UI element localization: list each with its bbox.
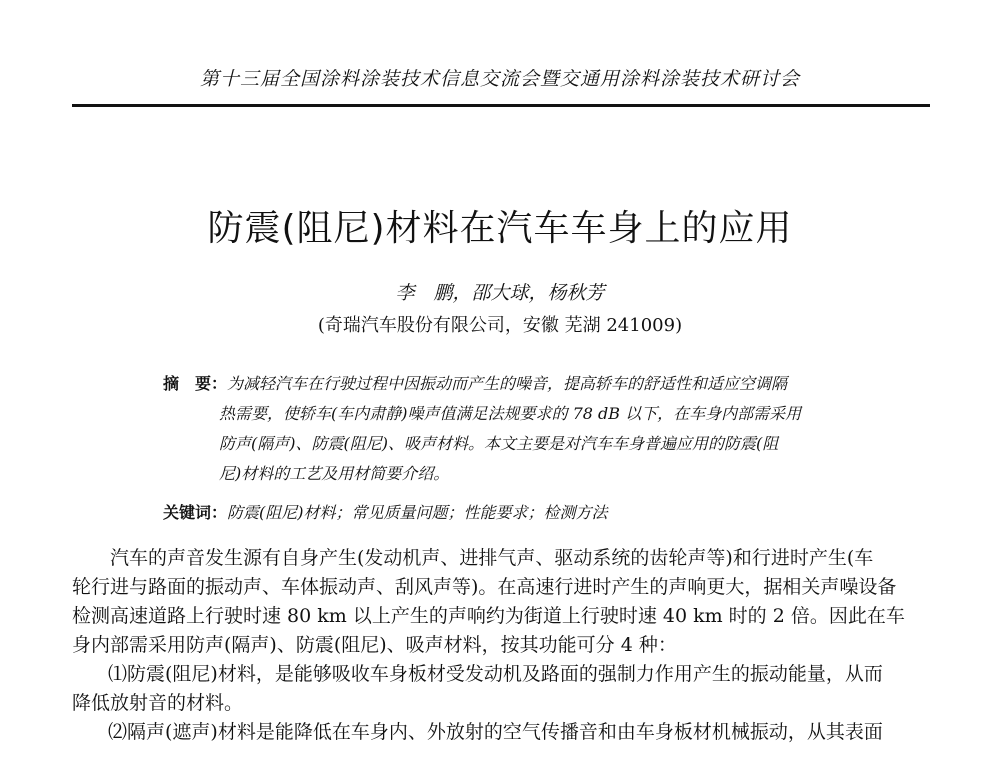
abstract [163, 369, 853, 489]
body-line: 降低放射音的材料。 [72, 692, 244, 714]
body-line: 身内部需采用防声(隔声)、防震(阻尼)、吸声材料，按其功能可分 4 种： [72, 634, 677, 656]
abstract-line: 尼)材料的工艺及用材简要介绍。 [219, 464, 450, 483]
keywords-text: 防震(阻尼)材料；常见质量问题；性能要求；检测方法 [227, 503, 608, 522]
affiliation: (奇瑞汽车股份有限公司，安徽 芜湖 241009) [317, 315, 683, 336]
abstract-label: 摘 要： [163, 374, 228, 393]
body-line: 轮行进与路面的振动声、车体振动声、刮风声等)。在高速行进时产生的声响更大，据相关声噪设备 [72, 576, 897, 598]
body-line: ⑴防震(阻尼)材料，是能够吸收车身板材受发动机及路面的强制力作用产生的振动能量，从而 [108, 663, 883, 685]
body-line: 汽车的声音发生源有自身产生(发动机声、进排气声、驱动系统的齿轮声等)和行进时产生(车 [110, 547, 874, 569]
keywords [163, 500, 853, 523]
header-rule [72, 104, 930, 107]
abstract-line [163, 369, 853, 399]
abstract-line: 防声(隔声)、防震(阻尼)、吸声材料。本文主要是对汽车车身普遍应用的防震(阻 [219, 434, 779, 453]
paper-title: 防震(阻尼)材料在汽车车身上的应用 [207, 208, 793, 249]
body-line: ⑵隔声(遮声)材料是能降低在车身内、外放射的空气传播音和由车身板材机械振动，从其表面 [108, 721, 883, 743]
body-line: 检测高速道路上行驶时速 80 km 以上产生的声响约为街道上行驶时速 40 km 时的 2 倍。因此在车 [72, 605, 905, 627]
keywords-label: 关键词： [163, 503, 228, 522]
running-header: 第十三届全国涂料涂装技术信息交流会暨交通用涂料涂装技术研讨会 [199, 68, 800, 90]
authors: 李 鹏，邵大球，杨秋芳 [395, 282, 605, 304]
body-text [72, 544, 930, 747]
abstract-text: 为减轻汽车在行驶过程中因振动而产生的噪音，提高轿车的舒适性和适应空调隔 [227, 374, 788, 393]
abstract-line: 热需要，使轿车(车内肃静)噪声值满足法规要求的 78 dB 以下，在车身内部需采用 [219, 404, 802, 423]
